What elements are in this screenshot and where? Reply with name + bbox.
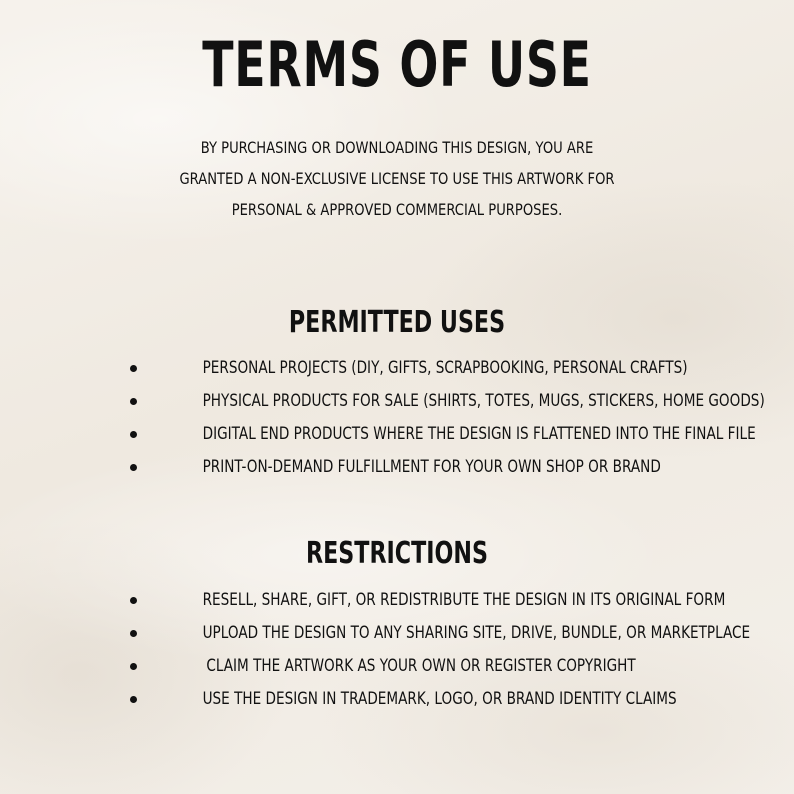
bullet-icon (130, 464, 137, 471)
restrictions-heading: RESTRICTIONS (306, 536, 488, 571)
intro-paragraph: BY PURCHASING OR DOWNLOADING THIS DESIGN, YOU ARE GRANTED A NON-EXCLUSIVE LICENSE TO USE THIS ARTWORK FOR PERSONAL & APPROVED COMMERCIAL PURPOSES. (179, 138, 615, 219)
list-item (0, 418, 794, 451)
permitted-uses-list (0, 352, 794, 484)
list-item (0, 584, 794, 617)
list-item (0, 650, 794, 683)
list-item-text: PERSONAL PROJECTS (DIY, GIFTS, SCRAPBOOKING, PERSONAL CRAFTS) (202, 358, 688, 378)
list-item-text: DIGITAL END PRODUCTS WHERE THE DESIGN IS FLATTENED INTO THE FINAL FILE (202, 424, 756, 444)
list-item (0, 385, 794, 418)
list-item-text: UPLOAD THE DESIGN TO ANY SHARING SITE, DRIVE, BUNDLE, OR MARKETPLACE (202, 623, 751, 643)
restrictions-list (0, 584, 794, 716)
list-item-text: CLAIM THE ARTWORK AS YOUR OWN OR REGISTER COPYRIGHT (206, 656, 636, 676)
bullet-icon (130, 365, 137, 372)
list-item-text: USE THE DESIGN IN TRADEMARK, LOGO, OR BRAND IDENTITY CLAIMS (202, 689, 677, 709)
permitted-uses-heading: PERMITTED USES (288, 305, 506, 340)
list-item-text: PRINT-ON-DEMAND FULFILLMENT FOR YOUR OWN SHOP OR BRAND (202, 457, 661, 477)
list-item (0, 352, 794, 385)
bullet-icon (130, 597, 137, 604)
page-title: TERMS OF USE (202, 28, 592, 101)
bullet-icon (130, 398, 137, 405)
bullet-icon (130, 630, 137, 637)
list-item-text: RESELL, SHARE, GIFT, OR REDISTRIBUTE THE DESIGN IN ITS ORIGINAL FORM (202, 590, 726, 610)
list-item-text: PHYSICAL PRODUCTS FOR SALE (SHIRTS, TOTES, MUGS, STICKERS, HOME GOODS) (202, 391, 765, 411)
bullet-icon (130, 431, 137, 438)
list-item (0, 451, 794, 484)
list-item (0, 683, 794, 716)
bullet-icon (130, 696, 137, 703)
list-item (0, 617, 794, 650)
bullet-icon (130, 663, 137, 670)
